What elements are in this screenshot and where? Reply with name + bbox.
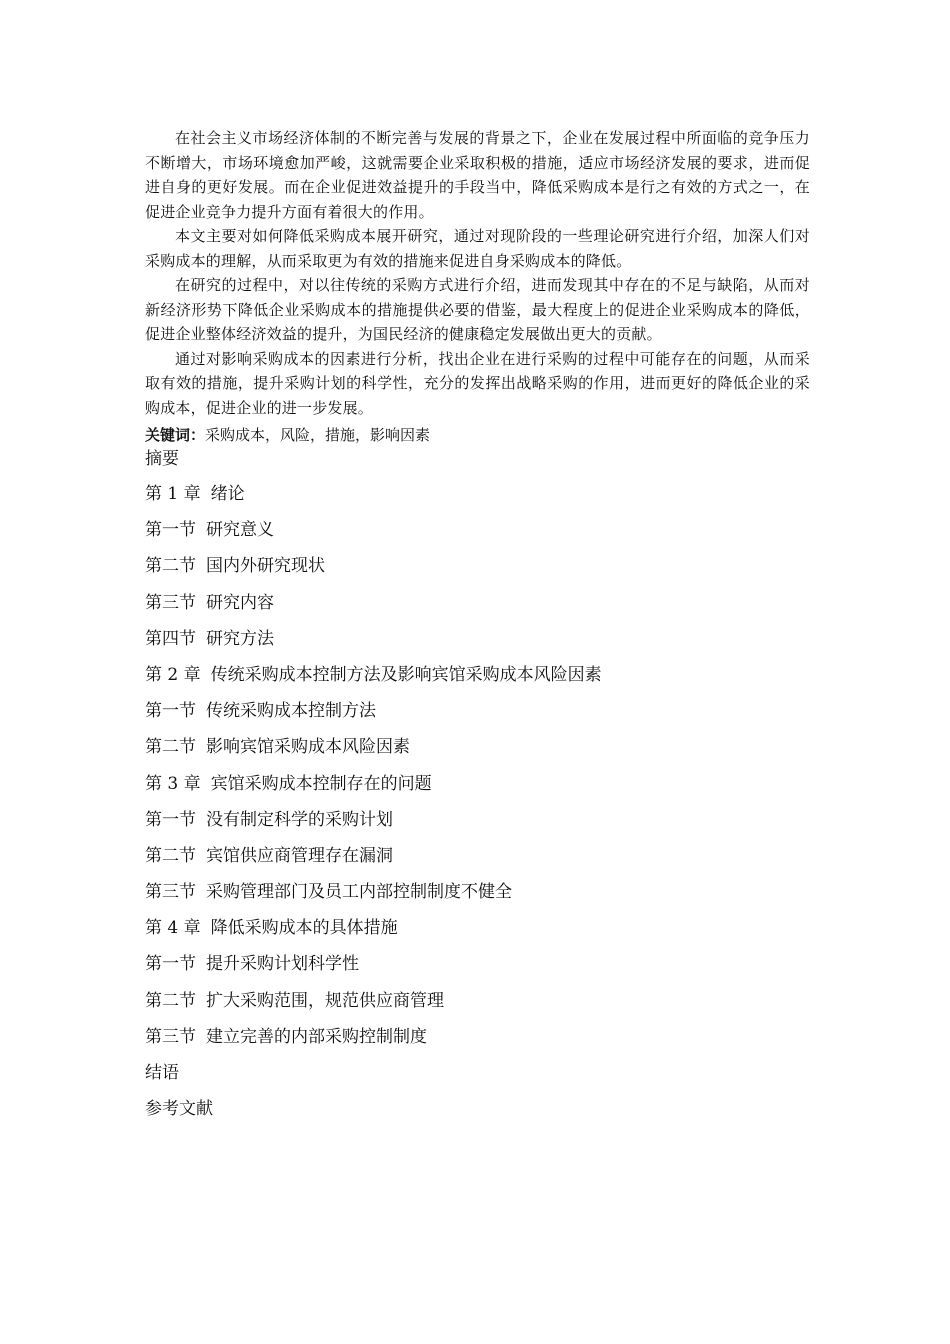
- toc-entry-title: 参考文献: [145, 1099, 213, 1120]
- abstract-section: [145, 126, 810, 420]
- toc-entry-number: 第二节: [145, 990, 196, 1011]
- toc-entry[interactable]: [145, 591, 810, 615]
- toc-entry-number: 第一节: [145, 520, 196, 541]
- toc-entry[interactable]: [145, 627, 810, 651]
- toc-entry-number: 第二节: [145, 556, 196, 577]
- toc-entry-title: 绪论: [210, 484, 245, 504]
- toc-entry-number: 第 3 章: [145, 773, 201, 794]
- toc-entry-number: 第一节: [145, 701, 196, 722]
- toc-entry-title: 建立完善的内部采购控制制度: [206, 1026, 427, 1047]
- toc-entry-title: 提升采购计划科学性: [206, 954, 359, 975]
- abstract-paragraph: 通过对影响采购成本的因素进行分析，找出企业在进行采购的过程中可能存在的问题，从而采取有效的措施，提升采购计划的科学性，充分的发挥出战略采购的作用，进而更好的降低企业的采购成本，促进企业的进一步发展。: [145, 349, 810, 417]
- document-page: [145, 126, 810, 1133]
- toc-entry[interactable]: [145, 772, 810, 796]
- toc-entry-title: 没有制定科学的采购计划: [206, 809, 393, 830]
- toc-entry-title: 传统采购成本控制方法及影响宾馆采购成本风险因素: [210, 664, 602, 685]
- toc-entry[interactable]: [145, 1061, 810, 1085]
- toc-entry[interactable]: [145, 844, 810, 868]
- toc-entry-number: 第 1 章: [145, 484, 201, 504]
- toc-entry[interactable]: [145, 482, 810, 506]
- table-of-contents: [145, 447, 810, 1121]
- keywords-text: 采购成本，风险，措施，影响因素: [205, 426, 431, 444]
- toc-entry-number: 第一节: [145, 954, 196, 975]
- toc-entry-number: 第三节: [145, 1026, 196, 1047]
- toc-entry-title: 结语: [145, 1063, 179, 1083]
- toc-entry[interactable]: [145, 1025, 810, 1049]
- toc-entry-number: 第 4 章: [145, 918, 201, 939]
- abstract-paragraph: 在研究的过程中，对以往传统的采购方式进行介绍，进而发现其中存在的不足与缺陷，从而对新经济形势下降低企业采购成本的措施提供必要的借鉴，最大程度上的促进企业采购成本的降低，促进企业整体经济效益的提升，为国民经济的健康稳定发展做出更大的贡献。: [145, 276, 810, 343]
- toc-entry-number: 第二节: [145, 845, 196, 866]
- toc-entry-title: 扩大采购范围，规范供应商管理: [206, 990, 444, 1011]
- toc-entry-number: 第四节: [145, 628, 196, 649]
- toc-entry-number: 第一节: [145, 809, 196, 830]
- toc-entry[interactable]: [145, 1097, 810, 1121]
- toc-entry-number: 第三节: [145, 592, 196, 613]
- toc-entry[interactable]: [145, 663, 810, 687]
- toc-entry[interactable]: [145, 880, 810, 904]
- toc-entry[interactable]: [145, 554, 810, 578]
- toc-entry[interactable]: [145, 989, 810, 1013]
- toc-entry-title: 摘要: [145, 449, 179, 469]
- toc-entry[interactable]: [145, 952, 810, 976]
- toc-entry-title: 采购管理部门及员工内部控制制度不健全: [206, 882, 512, 903]
- abstract-paragraph: 在社会主义市场经济体制的不断完善与发展的背景之下，企业在发展过程中所面临的竞争压力不断增大，市场环境愈加严峻，这就需要企业采取积极的措施，适应市场经济发展的要求，进而促进自身的更好发展。而在企业促进效益提升的手段当中，降低采购成本是行之有效的方式之一，在促进企业竞争力提升方面有着很大的作用。: [145, 129, 810, 221]
- toc-entry[interactable]: [145, 447, 810, 471]
- toc-entry-title: 宾馆采购成本控制存在的问题: [210, 773, 432, 794]
- toc-entry-title: 国内外研究现状: [206, 556, 325, 577]
- toc-entry-title: 研究内容: [206, 592, 274, 613]
- toc-entry[interactable]: [145, 518, 810, 542]
- toc-entry[interactable]: [145, 916, 810, 940]
- toc-entry-title: 降低采购成本的具体措施: [210, 918, 398, 939]
- keywords-label: 关键词：: [145, 426, 206, 444]
- toc-entry-number: 第三节: [145, 882, 196, 903]
- toc-entry[interactable]: [145, 699, 810, 723]
- toc-entry[interactable]: [145, 735, 810, 759]
- keywords-line: [145, 423, 810, 447]
- toc-entry-title: 研究意义: [206, 520, 274, 541]
- toc-entry-title: 研究方法: [206, 628, 274, 649]
- toc-entry-title: 宾馆供应商管理存在漏洞: [206, 845, 393, 866]
- toc-entry-title: 影响宾馆采购成本风险因素: [206, 737, 410, 758]
- toc-entry-number: 第 2 章: [145, 664, 201, 685]
- toc-entry[interactable]: [145, 808, 810, 832]
- toc-entry-title: 传统采购成本控制方法: [206, 701, 376, 722]
- toc-entry-number: 第二节: [145, 737, 196, 758]
- abstract-paragraph: 本文主要对如何降低采购成本展开研究，通过对现阶段的一些理论研究进行介绍，加深人们对采购成本的理解，从而采取更为有效的措施来促进自身采购成本的降低。: [145, 227, 810, 270]
